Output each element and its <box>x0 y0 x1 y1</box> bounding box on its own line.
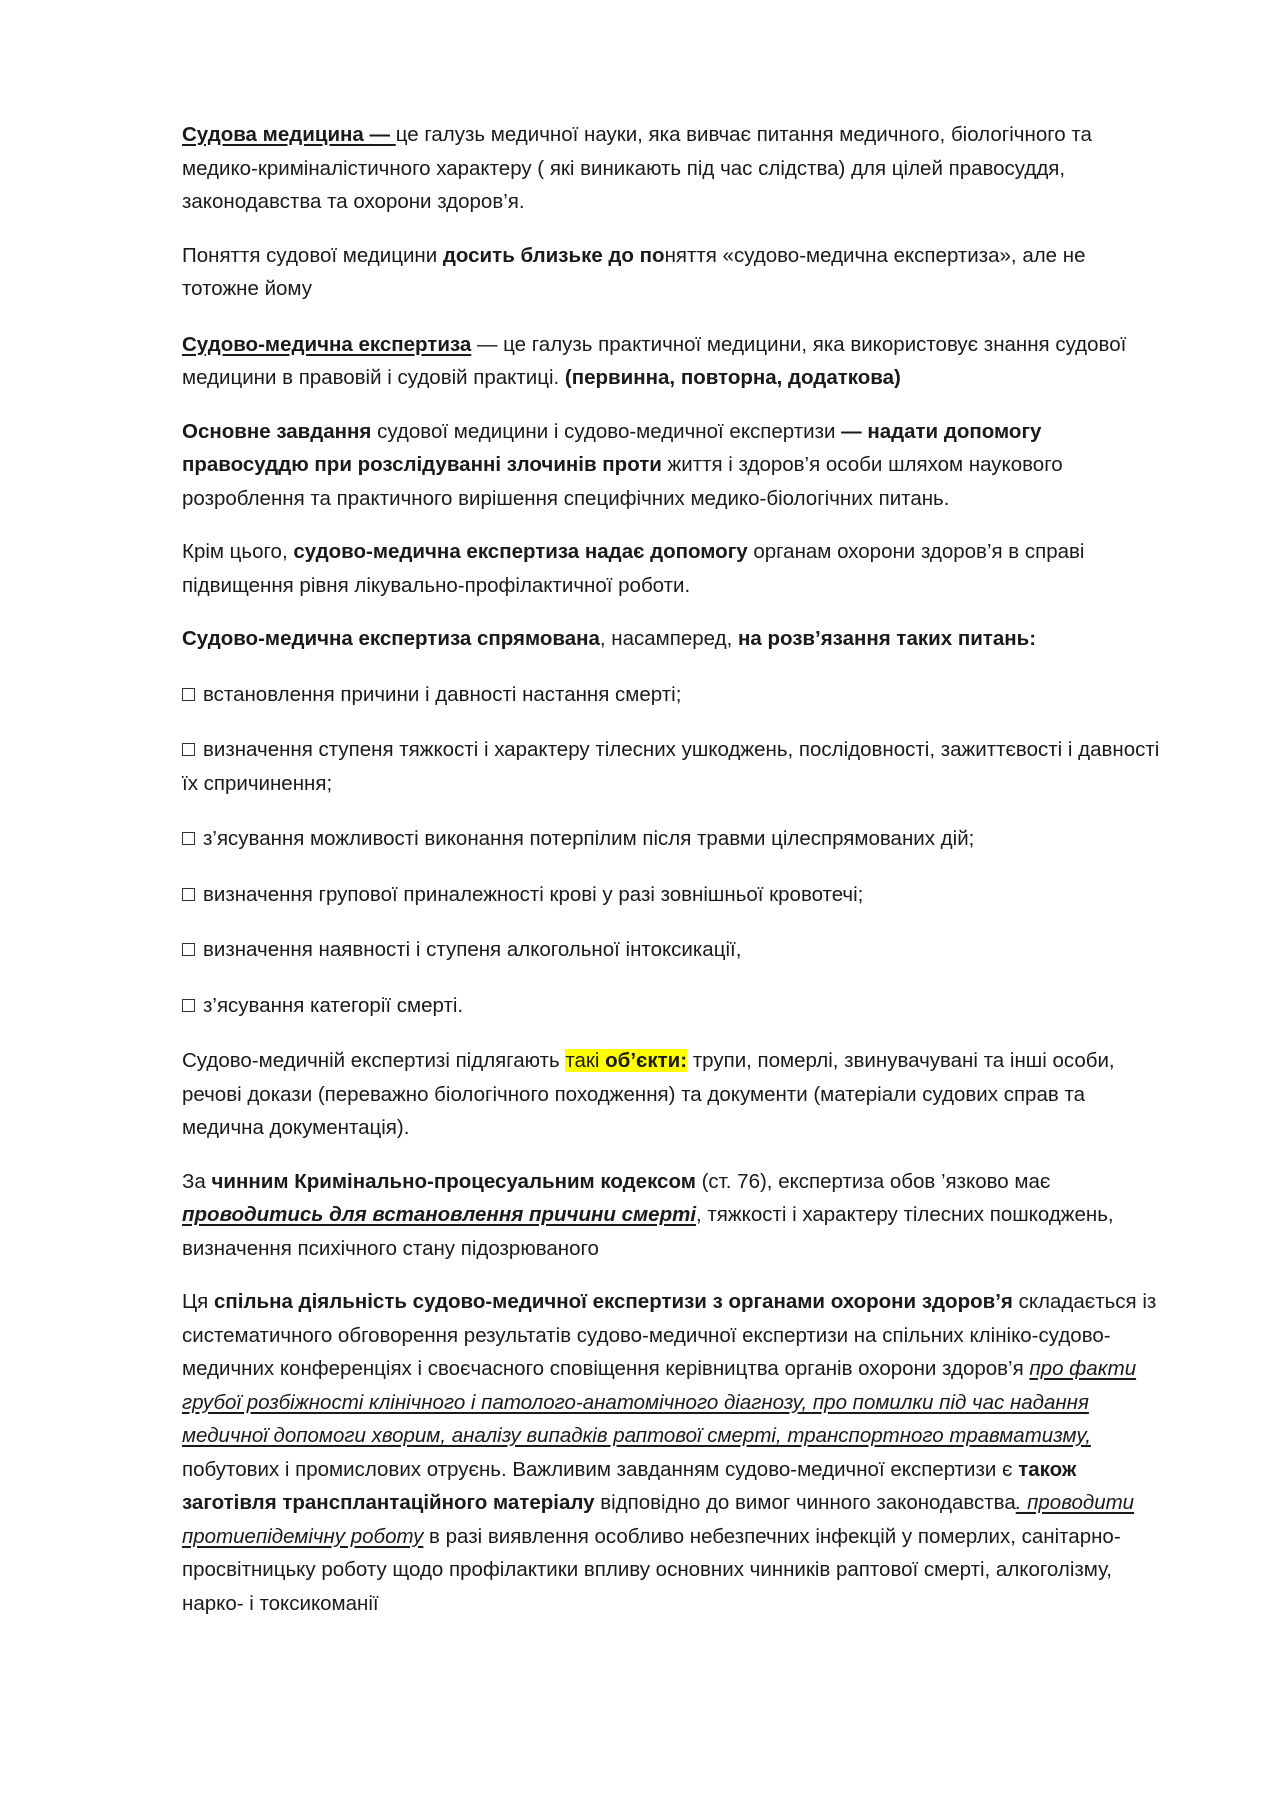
term-forensic-medicine: Судова медицина — <box>182 123 396 146</box>
checkbox-bullet-icon <box>182 743 195 756</box>
paragraph-joint-activity: Ця спільна діяльність судово-медичної експертизи з органами охорони здоров’я складається із систематичного обговорення результатів судово-медичної експертизи на спільних клініко-судово-медичних конференціях і своєчасного сповіщення керівництва органів охорони здоров’я про факти грубої розбіжності клінічного і патолого-анатомічного діагнозу, про помилки під час надання медичної допомоги хворим, аналізу випадків раптової смерті, транспортного травматизму, побутових і промислових отруєнь. Важливим завданням судово-медичної експертизи є також заготівля трансплантаційного матеріалу відповідно до вимог чинного законодавства. проводити протиепідемічну роботу в разі виявлення особливо небезпечних інфекцій у померлих, санітарно-просвітницьку роботу щодо профілактики впливу основних чинників раптової смерті, алкоголізму, нарко- і токсикоманії <box>182 1290 1157 1615</box>
checkbox-bullet-icon <box>182 943 195 956</box>
paragraph-additional-help: Крім цього, судово-медична експертиза надає допомогу органам охорони здоров’я в справі підвищення рівня лікувально-профілактичної роботи. <box>182 540 1085 597</box>
paragraph-criminal-code: За чинним Кримінально-процесуальним кодексом (ст. 76), експертиза обов ’язково має проводитись для встановлення причини смерті, тяжкості і характеру тілесних пошкоджень, визначення психічного стану підозрюваного <box>182 1169 1114 1260</box>
highlighted-text: такі об’єкти: <box>565 1049 688 1072</box>
checkbox-bullet-icon <box>182 832 195 845</box>
paragraph-directed-at: Судово-медична експертиза спрямована, насамперед, на розв’язання таких питань: <box>182 627 1037 650</box>
document-body <box>182 118 1162 1640</box>
list-item: визначення групової приналежності крові у разі зовнішньої кровотечі; <box>182 878 1162 912</box>
list-item: визначення наявності і ступеня алкогольної інтоксикації, <box>182 933 1162 967</box>
list-item: з’ясування категорії смерті. <box>182 989 1162 1023</box>
checkbox-bullet-icon <box>182 999 195 1012</box>
checkbox-bullet-icon <box>182 688 195 701</box>
checkbox-bullet-icon <box>182 888 195 901</box>
list-item: визначення ступеня тяжкості і характеру тілесних ушкоджень, послідовності, зажиттєвості і давності їх спричинення; <box>182 738 1160 795</box>
paragraph-definition-forensic-medicine: Судова медицина — це галузь медичної науки, яка вивчає питання медичного, біологічного та медико-криміналістичного характеру ( які виникають під час слідства) для цілей правосуддя, законодавства та охорони здоров’я. <box>182 123 1092 213</box>
paragraph-concept: Поняття судової медицини досить близьке до поняття «судово-медична експертиза», але не тотожне йому <box>182 243 1086 300</box>
list-item: з’ясування можливості виконання потерпілим після травми цілеспрямованих дій; <box>182 822 1162 856</box>
paragraph-definition-expertise: Судово-медична експертиза — це галузь практичної медицини, яка використовує знання судової медицини в правовій і судовій практиці. (первинна, повторна, додаткова) <box>182 332 1127 389</box>
paragraph-objects: Судово-медичній експертизі підлягають такі об’єкти: трупи, померлі, звинувачувані та інші особи, речові докази (переважно біологічного походження) та документи (матеріали судових справ та медична документація). <box>182 1049 1115 1139</box>
list-item: встановлення причини і давності настання смерті; <box>182 678 1162 712</box>
term-forensic-expertise: Судово-медична експертиза <box>182 332 472 356</box>
paragraph-main-task: Основне завдання судової медицини і судово-медичної експертизи — надати допомогу правосуддю при розслідуванні злочинів проти життя і здоров’я особи шляхом наукового розроблення та практичного вирішення специфічних медико-біологічних питань. <box>182 419 1063 510</box>
